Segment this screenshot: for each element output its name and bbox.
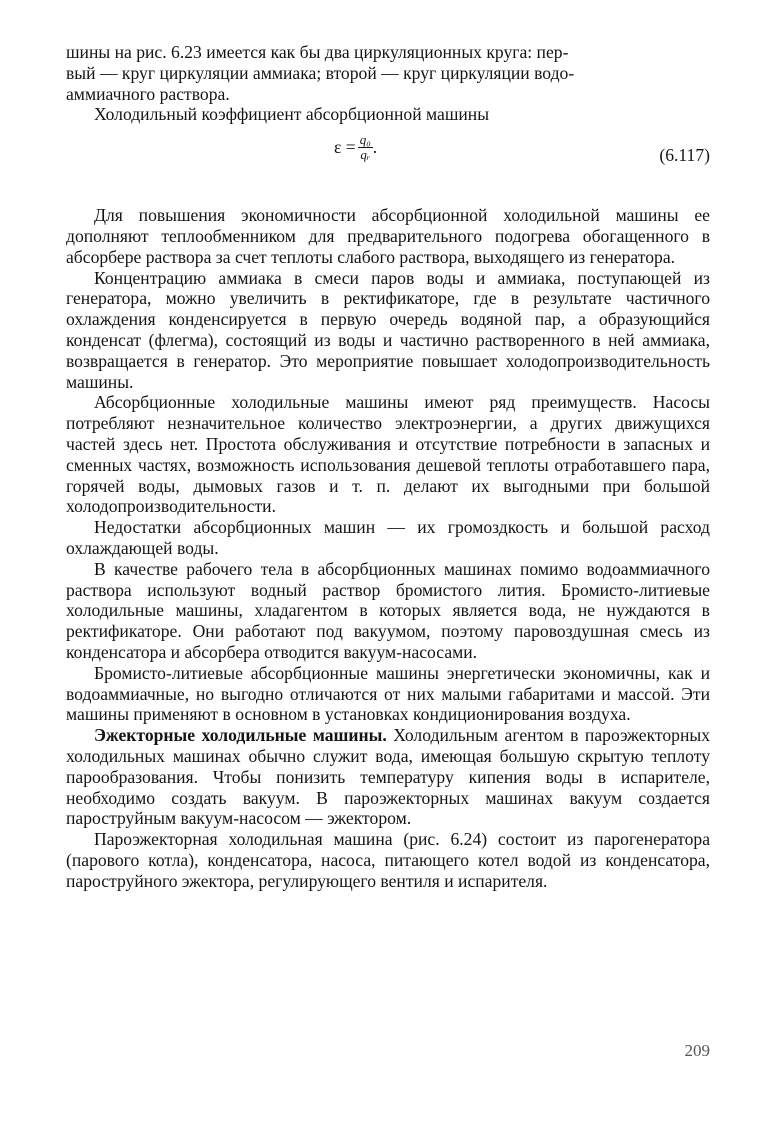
spacer xyxy=(66,193,710,205)
coefficient-sentence: Холодильный коэффициент абсорбционной машины xyxy=(94,104,490,125)
equation-formula xyxy=(334,133,377,162)
equation-denominator: qᵣ xyxy=(360,147,371,163)
intro-line-3: аммиачного раствора. xyxy=(66,83,230,104)
equation-fraction xyxy=(358,133,373,162)
paragraph-advantages: Абсорбционные холодильные машины имеют ряд преимуществ. Насосы потребляют незначительное количество электроэнергии, а других движущихся частей здесь нет. Простота обслуживания и отсутствие потребности в запасных и сменных частях, возможность использования дешевой теплоты отработавшего пара, горячей воды, дымовых газов и т. п. делают их выгодными при большой холодопроизводительности. xyxy=(66,392,710,517)
page-body xyxy=(66,42,710,891)
paragraph-lithium-bromide-economy: Бромисто-литиевые абсорбционные машины энергетически экономичны, как и водоаммиачные, но выгодно отличаются от них малыми габаритами и массой. Эти машины применяют в основном в установках кондиционирования воздуха. xyxy=(66,662,710,725)
paragraph-rectifier: Концентрацию аммиака в смеси паров воды и аммиака, поступающей из генератора, можно увеличить в ректификаторе, где в результате частичного охлаждения конденсируется в первую очередь водяной пар, а образующийся конденсат (флегма), состоящий из воды и частично растворенного в ней аммиака, возвращается в генератор. Это мероприятие повышает холодопроизводительность машины. xyxy=(66,267,710,392)
paragraph-ejector xyxy=(66,725,710,829)
page-number: 209 xyxy=(684,1041,710,1060)
paragraph-ejector-composition: Пароэжекторная холодильная машина (рис. 6.24) состоит из парогенератора (парового котла), конденсатора, насоса, питающего котел водой из конденсатора, пароструйного эжектора, регулирующего вентиля и испарителя. xyxy=(66,829,710,891)
equation-lhs: ε = xyxy=(334,137,356,158)
intro-paragraph xyxy=(66,42,710,104)
intro-line-2: вый — круг циркуляции аммиака; второй — круг циркуляции водо- xyxy=(66,62,575,83)
equation-number: (6.117) xyxy=(659,145,710,166)
equation-numerator: q₀ xyxy=(359,132,371,148)
ejector-text: Холодильным агентом в пароэжекторных холодильных машинах обычно служит вода, имеющая большую скрытую теплоту парообразования. Чтобы понизить температуру кипения воды в испарителе, необходимо создать вакуум. В пароэжекторных машинах вакуум создается пароструйным вакуум-насосом — эжектором. xyxy=(66,725,710,829)
intro-line-1: шины на рис. 6.23 имеется как бы два циркуляционных круга: пер- xyxy=(66,42,569,62)
equation-end: . xyxy=(372,137,378,158)
equation-6-117 xyxy=(66,133,710,179)
paragraph-heat-exchanger: Для повышения экономичности абсорбционной холодильной машины ее дополняют теплообменником для предварительного подогрева обогащенного в абсорбере раствора за счет теплоты слабого раствора, выходящего из генератора. xyxy=(66,205,710,267)
ejector-heading: Эжекторные холодильные машины. xyxy=(94,725,387,746)
paragraph-lithium-bromide: В качестве рабочего тела в абсорбционных машинах помимо водоаммиачного раствора используют водный раствор бромистого лития. Бромисто-литиевые холодильные машины, хладагентом в которых является вода, не нуждаются в ректификаторе. Они работают под вакуумом, поэтому паровоздушная смесь из конденсатора и абсорбера отводится вакуум-насосами. xyxy=(66,558,710,662)
paragraph-disadvantages: Недостатки абсорбционных машин — их громоздкость и большой расход охлаждающей воды. xyxy=(66,517,710,558)
